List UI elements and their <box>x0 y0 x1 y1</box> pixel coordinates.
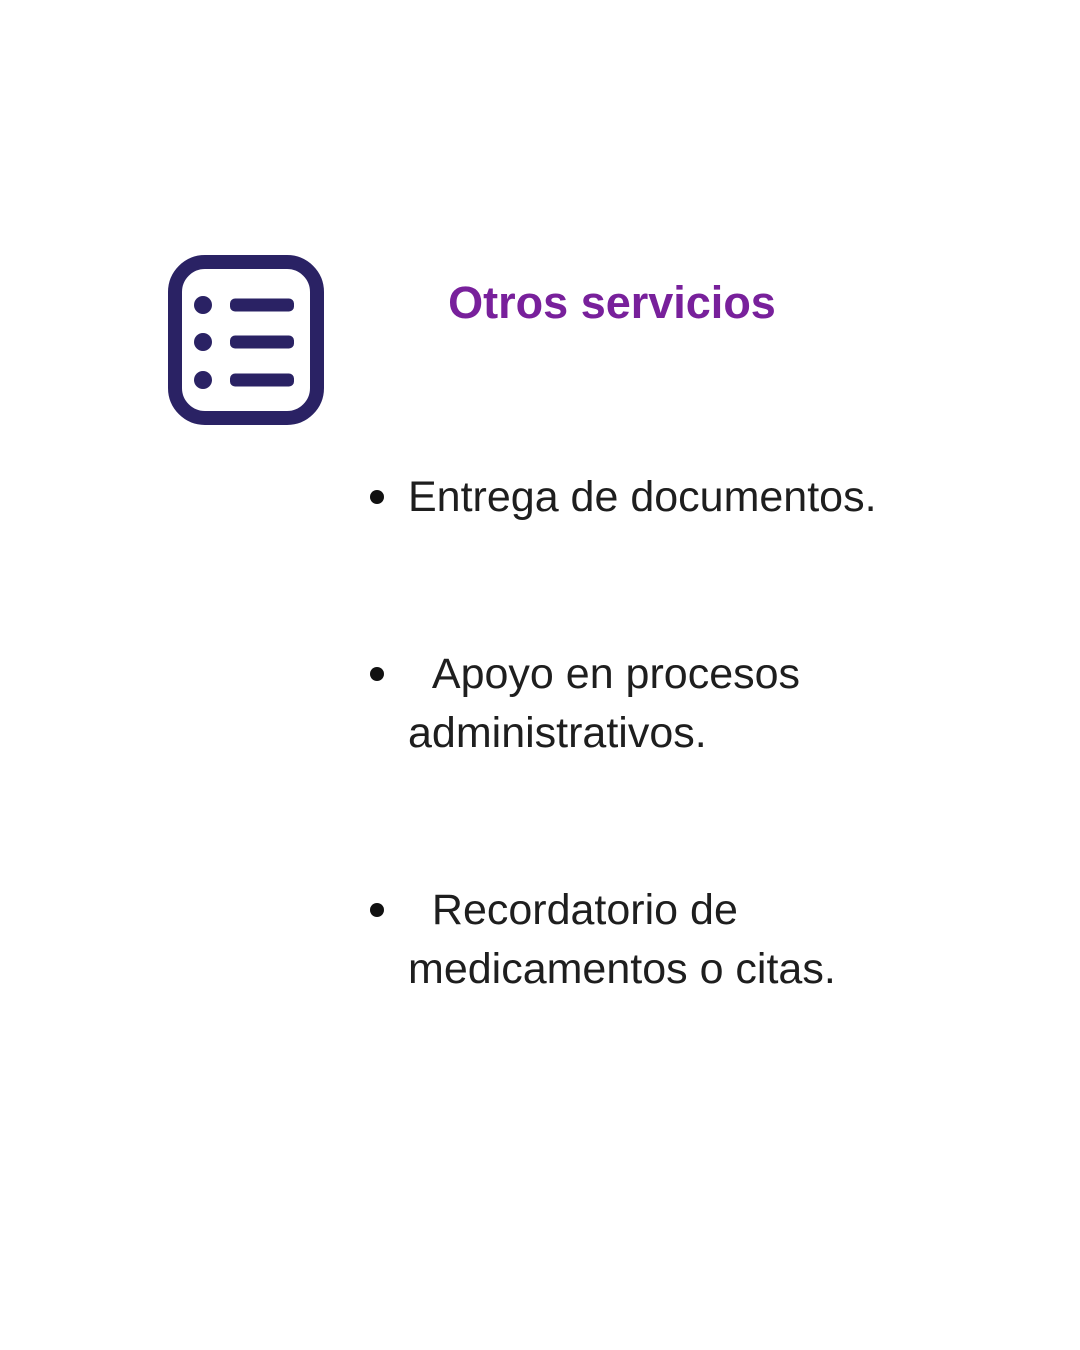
list-item: Apoyo en procesos administrativos. <box>362 645 907 763</box>
section-content <box>362 278 907 1117</box>
list-item: Entrega de documentos. <box>362 468 907 527</box>
section-title: Otros servicios <box>448 277 776 328</box>
list-item: Recordatorio de medicamentos o citas. <box>362 881 907 999</box>
services-list <box>362 350 907 1117</box>
bulleted-list-icon <box>167 254 325 426</box>
